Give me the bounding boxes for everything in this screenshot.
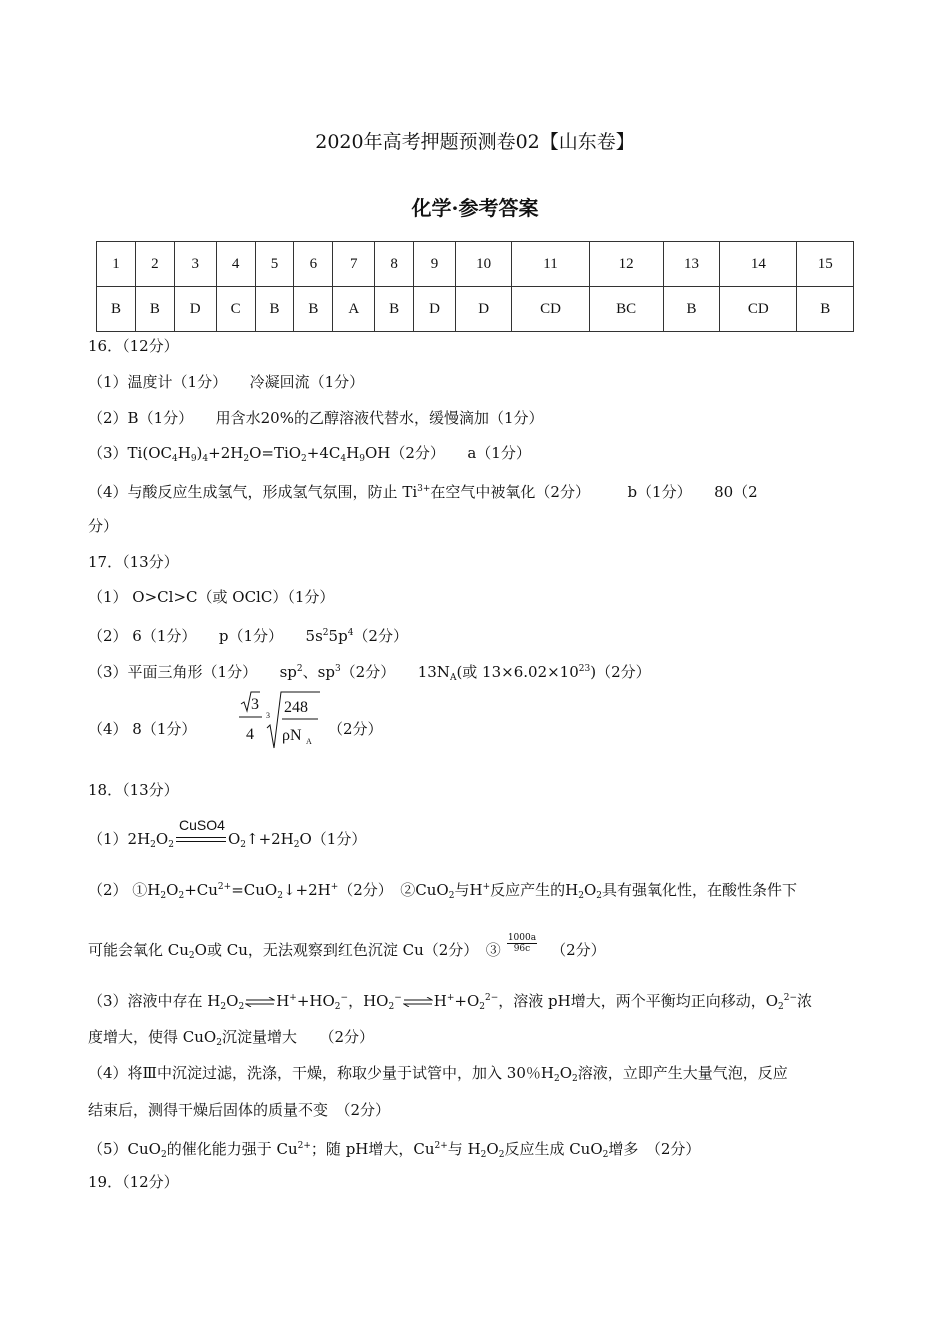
formula-248: 248 bbox=[284, 699, 308, 716]
q16-part4: （4）与酸反应生成氢气，形成氢气氛围，防止 $Ti^{3+}$在空气中被氧化（2分） b（1分） 80（2 bbox=[88, 483, 758, 501]
answer-cell: B bbox=[797, 287, 854, 332]
answer-cell: C bbox=[216, 287, 255, 332]
q18-part2: （2） $①H_2O_2+Cu^{2+}=CuO_2↓+2H^+(2$分） ②CuO$_2$与H+反应产生的$H_2O_2$具有强氧化性，在酸性条件下 bbox=[88, 881, 797, 901]
answer-cell: B bbox=[255, 287, 294, 332]
answer-cell: B bbox=[135, 287, 174, 332]
q17-part2: （2） 6（1分） p（1分） $5s^25p^4(2$分） bbox=[88, 627, 408, 645]
q17-part4: （4） 8（1分） bbox=[88, 720, 197, 738]
q17-part1: （1） O>Cl>C（或 OClC）（1分） bbox=[88, 588, 335, 606]
q16-header: 16．（12分） bbox=[88, 337, 179, 355]
question-number-cell: 11 bbox=[512, 242, 589, 287]
formula-lattice-parameter bbox=[236, 690, 326, 752]
answer-cell: CD bbox=[720, 287, 797, 332]
answer-cell: D bbox=[174, 287, 216, 332]
formula-rho-na: ρN bbox=[282, 727, 302, 744]
q17-header: 17．（13分） bbox=[88, 553, 179, 571]
answer-table bbox=[96, 241, 854, 332]
question-number-cell: 2 bbox=[135, 242, 174, 287]
catalyst-label: CuSO4 bbox=[178, 817, 225, 833]
question-number-cell: 3 bbox=[174, 242, 216, 287]
question-number-cell: 5 bbox=[255, 242, 294, 287]
q18-part5: （5）CuO$_2$的催化能力强于 $Cu^{2+}$；随 pH增大，$Cu^{2+}$与 $H_2O_2$反应生成 CuO$_2$增多 （2分） bbox=[88, 1140, 701, 1160]
q18-part3-cont: 度增大，使得 CuO$_2$沉淀量增大 （2分） bbox=[88, 1028, 374, 1048]
answer-cell: CD bbox=[512, 287, 589, 332]
q18-part4-cont: 结束后，测得干燥后固体的质量不变 （2分） bbox=[88, 1101, 391, 1119]
question-number-cell: 15 bbox=[797, 242, 854, 287]
equilibrium-arrow-1 bbox=[245, 997, 275, 1007]
q18-part3: （3）溶液中存在 $H_2O_2$ $H^++HO_2^-$，$HO_2^-$ $H^++O_2^{2-}$，溶液 pH增大，两个平衡均正向移动，$O_2^{2-}$浓 bbox=[88, 992, 813, 1012]
question-number-cell: 6 bbox=[294, 242, 333, 287]
equilibrium-arrow-2 bbox=[403, 997, 433, 1007]
q18-part1: $(1)2H_2O_2$ CuSO4 $O_2↑+2H_2O(1$分） bbox=[88, 817, 367, 850]
q19-header: 19．（12分） bbox=[88, 1173, 179, 1191]
q16-part4-cont: 分） bbox=[88, 517, 119, 535]
question-number-cell: 12 bbox=[589, 242, 663, 287]
question-number-cell: 14 bbox=[720, 242, 797, 287]
answer-cell: B bbox=[663, 287, 720, 332]
formula-cube-index: 3 bbox=[266, 711, 270, 720]
q16-part2: （2）B（1分） 用含水20%的乙醇溶液代替水，缓慢滴加（1分） bbox=[88, 409, 544, 427]
q16-part1: （1）温度计（1分） 冷凝回流（1分） bbox=[88, 373, 365, 391]
question-number-cell: 7 bbox=[333, 242, 375, 287]
q16-part3: $(3)Ti(OC_4H_9)_4+2H_2O=TiO_2+4C_4H_9OH(2$分） a（1分） bbox=[88, 444, 531, 464]
formula-sqrt3: 3 bbox=[251, 696, 259, 713]
question-number-cell: 10 bbox=[455, 242, 512, 287]
question-number-cell: 8 bbox=[375, 242, 414, 287]
question-number-cell: 4 bbox=[216, 242, 255, 287]
question-number-cell: 1 bbox=[97, 242, 136, 287]
answer-number-row bbox=[97, 242, 854, 287]
q18-part2-cont: 可能会氧化 $Cu_2O$或 Cu，无法观察到红色沉淀 Cu（2分） ③ $\frac{1000a}{96c} (2$分） bbox=[88, 932, 606, 961]
answer-cell: BC bbox=[589, 287, 663, 332]
question-number-cell: 13 bbox=[663, 242, 720, 287]
answer-cell: A bbox=[333, 287, 375, 332]
q17-part4-score: （2分） bbox=[328, 720, 383, 738]
q17-part3: （3）平面三角形（1分） $sp^2$、$sp^3(2$分） $13N_A$(或 $13\times 6.02\times 10^{23})(2$分） bbox=[88, 663, 651, 683]
answer-letter-row bbox=[97, 287, 854, 332]
answer-cell: D bbox=[455, 287, 512, 332]
answer-cell: B bbox=[97, 287, 136, 332]
page-title: 2020年高考押题预测卷02【山东卷】 bbox=[315, 131, 635, 153]
q18-part4: （4）将Ⅲ中沉淀过滤，洗涤，干燥，称取少量于试管中，加入 30％$H_2O_2$溶液，立即产生大量气泡，反应 bbox=[88, 1064, 788, 1084]
yield-fraction: $\frac{1000a}{96c}$ bbox=[507, 932, 537, 954]
page-subtitle: 化学·参考答案 bbox=[411, 196, 539, 220]
answer-cell: B bbox=[294, 287, 333, 332]
formula-four: 4 bbox=[246, 726, 254, 743]
answer-cell: B bbox=[375, 287, 414, 332]
formula-a-sub: A bbox=[306, 737, 312, 746]
question-number-cell: 9 bbox=[414, 242, 456, 287]
q18-header: 18．（13分） bbox=[88, 781, 179, 799]
answer-cell: D bbox=[414, 287, 456, 332]
